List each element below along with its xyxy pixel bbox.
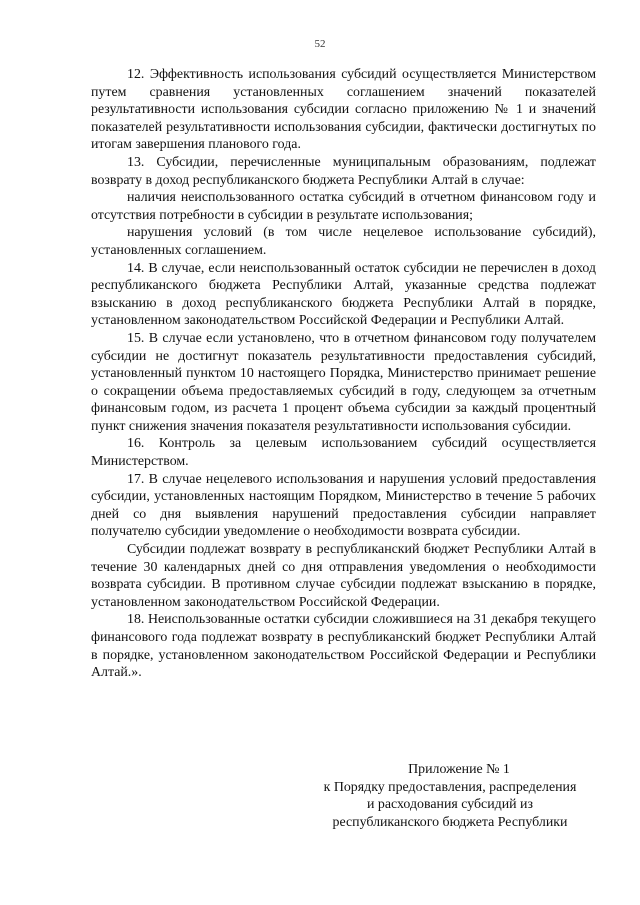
paragraph-17-continued: Субсидии подлежат возврату в республиканский бюджет Республики Алтай в течение 30 календарных дней со дня отправления уведомления о необходимости возврата субсидии. В противном случае субсидии подлежат взысканию в порядке, установленном законодательством Российской Федерации. — [91, 542, 596, 610]
appendix-line-2: и расходования субсидий из — [367, 797, 533, 813]
paragraph-13-item-2: нарушения условий (в том числе нецелевое использование субсидий), установленных соглашением. — [91, 225, 596, 258]
appendix-header — [300, 761, 600, 831]
document-body — [91, 66, 596, 682]
paragraph-13: 13. Субсидии, перечисленные муниципальным образованиям, подлежат возврату в доход республиканского бюджета Республики Алтай в случае: — [91, 154, 596, 188]
appendix-title: Приложение № 1 — [408, 762, 510, 777]
appendix-line-1: к Порядку предоставления, распределения — [323, 779, 577, 795]
paragraph-14: 14. В случае, если неиспользованный остаток субсидии не перечислен в доход республиканского бюджета Республики Алтай, указанные средства подлежат взысканию в доход республиканского бюджета Республики Алтай в порядке, установленном законодательством Российской Федерации и Республики Алтай. — [91, 260, 596, 329]
paragraph-17: 17. В случае нецелевого использования и нарушения условий предоставления субсидии, установленных настоящим Порядком, Министерство в течение 5 рабочих дней со дня выявления нарушений предоставления субсидии направляет получателю субсидии уведомление о необходимости возврата субсидии. — [91, 471, 596, 540]
paragraph-13-item-1: наличия неиспользованного остатка субсидий в отчетном финансовом году и отсутствия потребности в субсидии в результате использования; — [91, 190, 596, 223]
paragraph-15: 15. В случае если установлено, что в отчетном финансовом году получателем субсидии не достигнут показатель результативности предоставления субсидий, установленный пунктом 10 настоящего Порядка, Министерство принимает решение о сокращении объема предоставляемых субсидий в году, следующем за отчетным финансовым годом, из расчета 1 процент объема субсидии за каждый процентный пункт снижения значения показателя результативности использования субсидии. — [91, 330, 596, 434]
paragraph-18: 18. Неиспользованные остатки субсидии сложившиеся на 31 декабря текущего финансового года подлежат возврату в республиканский бюджет Республики Алтай в порядке, установленном законодательством Российской Федерации и Республики Алтай.». — [91, 612, 596, 681]
page-number: 52 — [314, 38, 326, 50]
appendix-line-3: республиканского бюджета Республики — [332, 814, 568, 830]
paragraph-16: 16. Контроль за целевым использованием субсидий осуществляется Министерством. — [91, 436, 596, 470]
paragraph-12: 12. Эффективность использования субсидий осуществляется Министерством путем сравнения установленных соглашением значений показателей результативности использования субсидии согласно приложению № 1 и значений показателей результативности использования субсидии, фактически достигнутых по итогам завершения планового года. — [91, 67, 596, 153]
